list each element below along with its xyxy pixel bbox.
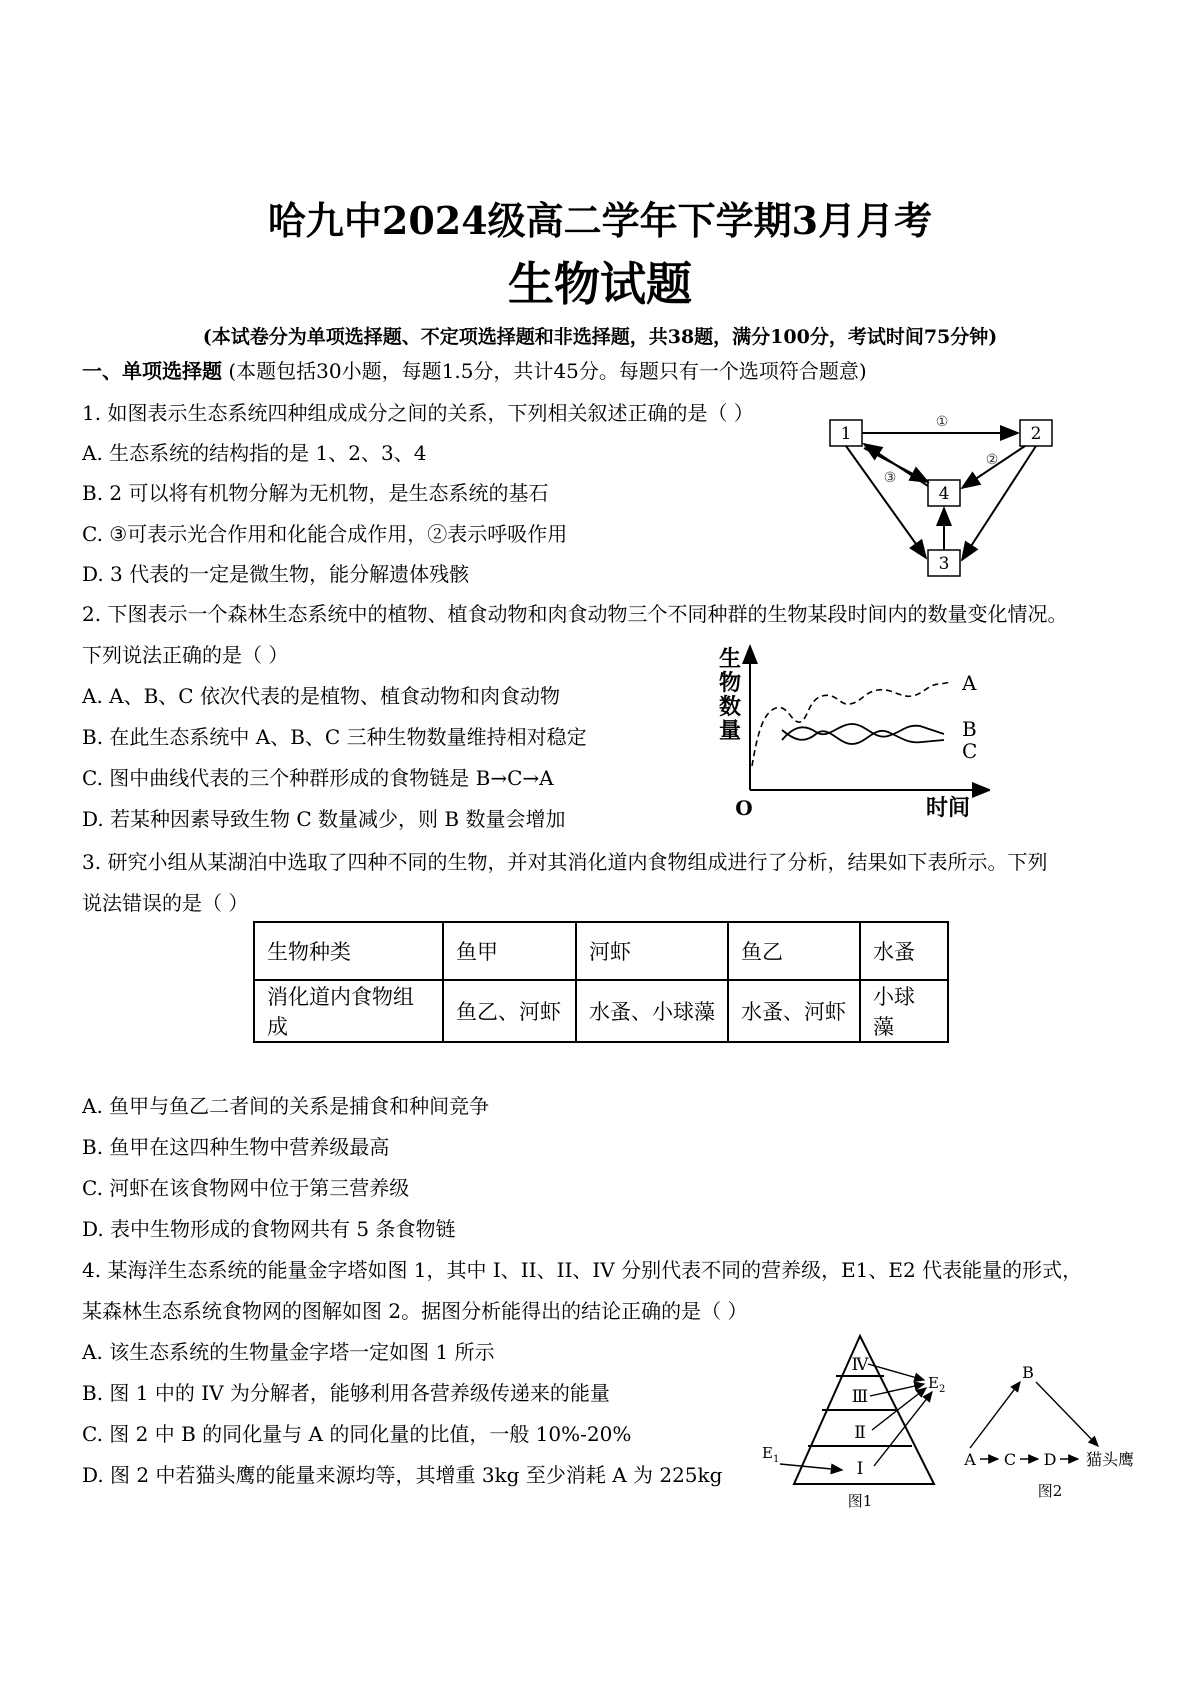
y-label-char-3: 数 bbox=[718, 694, 742, 720]
q2-stem-line-2: 下列说法正确的是（ ） bbox=[82, 643, 289, 667]
q1-stem: 1. 如图表示生态系统四种组成成分之间的关系，下列相关叙述正确的是（ ） bbox=[82, 401, 754, 425]
table-cell: 鱼乙 bbox=[728, 922, 860, 980]
table-cell: 河虾 bbox=[576, 922, 728, 980]
q2-option-b: B. 在此生态系统中 A、B、C 三种生物数量维持相对稳定 bbox=[82, 725, 587, 749]
q1-option-c: C. ③可表示光合作用和化能合成作用，②表示呼吸作用 bbox=[82, 522, 568, 546]
q3-option-a: A. 鱼甲与鱼乙二者间的关系是捕食和种间竞争 bbox=[82, 1094, 490, 1118]
q2-option-d: D. 若某种因素导致生物 C 数量减少，则 B 数量会增加 bbox=[82, 807, 566, 831]
q4-option-a: A. 该生态系统的生物量金字塔一定如图 1 所示 bbox=[82, 1340, 495, 1364]
curve-b bbox=[782, 724, 944, 740]
series-label-a: A bbox=[962, 671, 977, 695]
q4-stem-line-2: 某森林生态系统食物网的图解如图 2。据图分析能得出的结论正确的是（ ） bbox=[82, 1299, 748, 1323]
section-1-desc: (本题包括30小题，每题1.5分，共计45分。每题只有一个选项符合题意) bbox=[228, 359, 867, 383]
series-label-b: B bbox=[962, 717, 977, 741]
q4-option-d: D. 图 2 中若猫头鹰的能量来源均等，其增重 3kg 至少消耗 A 为 225kg bbox=[82, 1463, 723, 1487]
arrow-a-to-b bbox=[970, 1382, 1020, 1448]
q3-option-c: C. 河虾在该食物网中位于第三营养级 bbox=[82, 1176, 410, 1200]
exam-note: (本试卷分为单项选择题、不定项选择题和非选择题，共38题，满分100分，考试时间75分钟) bbox=[202, 326, 998, 348]
arrow-1-to-3 bbox=[846, 446, 926, 558]
node-4-label: 4 bbox=[938, 484, 950, 504]
origin-label: O bbox=[735, 796, 753, 820]
e1-label: $E_1$ bbox=[762, 1444, 780, 1465]
q1-option-b: B. 2 可以将有机物分解为无机物，是生态系统的基石 bbox=[82, 481, 549, 505]
table-cell: 消化道内食物组成 bbox=[254, 980, 443, 1042]
q4-stem-line-1: 4. 某海洋生态系统的能量金字塔如图 1，其中 I、II、II、IV 分别代表不同的营养级，E1、E2 代表能量的形式， bbox=[82, 1258, 1083, 1282]
q1-ecosystem-diagram bbox=[820, 408, 1060, 588]
level-i-label: Ⅰ bbox=[856, 1459, 864, 1479]
q3-food-table bbox=[253, 921, 949, 1043]
exam-title: 哈九中2024级高二学年下学期3月月考 bbox=[267, 198, 933, 243]
arrow-label-2: ② bbox=[985, 452, 999, 468]
arrow-label-1: ① bbox=[935, 414, 949, 430]
q2-population-chart bbox=[700, 640, 990, 820]
node-a-label: A bbox=[964, 1450, 976, 1469]
table-row bbox=[254, 922, 948, 980]
fig2-caption: 图2 bbox=[1037, 1482, 1063, 1500]
q3-stem-line-1: 3. 研究小组从某湖泊中选取了四种不同的生物，并对其消化道内食物组成进行了分析，结果如下表所示。下列 bbox=[82, 850, 1048, 874]
table-cell: 生物种类 bbox=[254, 922, 443, 980]
q1-option-a: A. 生态系统的结构指的是 1、2、3、4 bbox=[82, 441, 427, 465]
table-cell: 水蚤、河虾 bbox=[728, 980, 860, 1042]
q4-option-c: C. 图 2 中 B 的同化量与 A 的同化量的比值，一般 10%-20% bbox=[82, 1422, 632, 1446]
q4-option-b: B. 图 1 中的 IV 为分解者，能够利用各营养级传递来的能量 bbox=[82, 1381, 610, 1405]
x-label: 时间 bbox=[925, 795, 971, 820]
q2-stem-line-1: 2. 下图表示一个森林生态系统中的植物、植食动物和肉食动物三个不同种群的生物某段时间内的数量变化情况。 bbox=[82, 602, 1068, 626]
q3-stem-line-2: 说法错误的是（ ） bbox=[82, 891, 249, 915]
q4-food-web-figure bbox=[960, 1360, 1160, 1505]
node-2-label: 2 bbox=[1030, 424, 1042, 444]
q1-option-d: D. 3 代表的一定是微生物，能分解遗体残骸 bbox=[82, 562, 470, 586]
arrow-label-3: ③ bbox=[883, 470, 897, 486]
node-owl-label: 猫头鹰 bbox=[1085, 1450, 1135, 1469]
table-cell: 水蚤、小球藻 bbox=[576, 980, 728, 1042]
node-3-label: 3 bbox=[938, 554, 950, 574]
level-ii-label: Ⅱ bbox=[854, 1423, 866, 1443]
e2-label: $E_2$ bbox=[928, 1374, 946, 1395]
level-iii-label: Ⅲ bbox=[851, 1387, 869, 1407]
node-d-label: D bbox=[1043, 1450, 1057, 1469]
arrow-b-to-owl bbox=[1036, 1382, 1098, 1446]
table-row bbox=[254, 980, 948, 1042]
table-cell: 鱼乙、河虾 bbox=[443, 980, 576, 1042]
q2-option-a: A. A、B、C 依次代表的是植物、植食动物和肉食动物 bbox=[82, 684, 560, 708]
node-c-label: C bbox=[1003, 1450, 1017, 1469]
y-label-char-2: 物 bbox=[718, 670, 742, 696]
fig1-caption: 图1 bbox=[847, 1492, 873, 1510]
q3-option-d: D. 表中生物形成的食物网共有 5 条食物链 bbox=[82, 1217, 456, 1241]
table-cell: 小球藻 bbox=[860, 980, 948, 1042]
node-1-label: 1 bbox=[840, 424, 852, 444]
section-1-heading-line bbox=[82, 355, 867, 384]
table-cell: 水蚤 bbox=[860, 922, 948, 980]
curve-c bbox=[782, 730, 944, 744]
series-label-c: C bbox=[962, 739, 978, 763]
node-b-label: B bbox=[1022, 1363, 1034, 1382]
y-label-char-4: 量 bbox=[718, 718, 742, 744]
y-label-char-1: 生 bbox=[718, 646, 742, 672]
q3-option-b: B. 鱼甲在这四种生物中营养级最高 bbox=[82, 1135, 390, 1159]
level-iv-label: Ⅳ bbox=[851, 1355, 869, 1375]
q4-energy-pyramid-figure bbox=[760, 1330, 960, 1510]
table-cell: 鱼甲 bbox=[443, 922, 576, 980]
section-1-heading: 一、单项选择题 bbox=[82, 359, 222, 383]
q2-option-c: C. 图中曲线代表的三个种群形成的食物链是 B→C→A bbox=[82, 766, 554, 790]
subject-title: 生物试题 bbox=[508, 257, 692, 311]
